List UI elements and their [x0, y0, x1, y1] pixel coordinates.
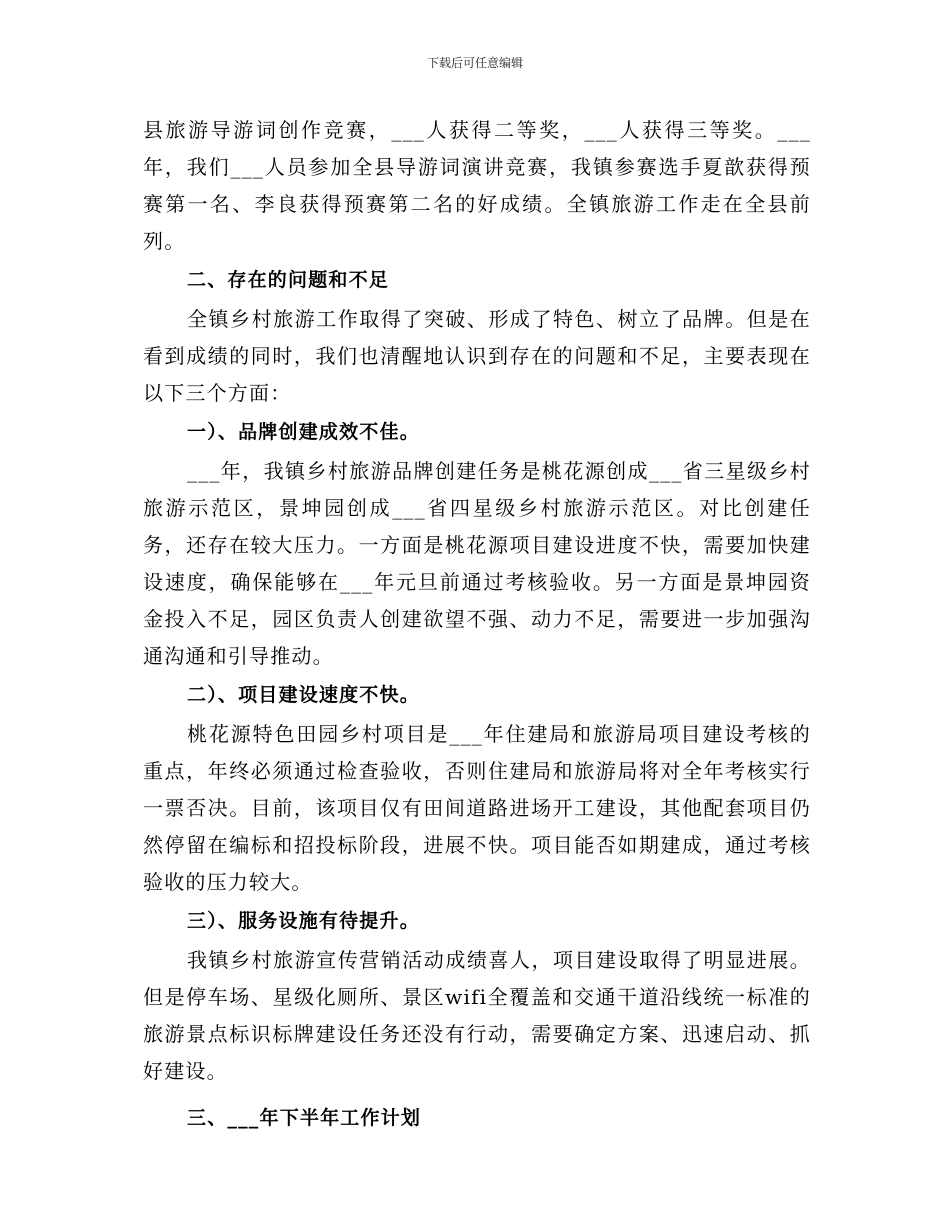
section-heading-plan: 三、___年下半年工作计划 [187, 1107, 422, 1129]
section-heading-problems: 二、存在的问题和不足 [187, 269, 390, 291]
document-body [143, 112, 811, 1139]
subheading-brand: 一）、品牌创建成效不佳。 [187, 421, 420, 443]
paragraph-service-facilities: 我镇乡村旅游宣传营销活动成绩喜人，项目建设取得了明显进展。但是停车场、星级化厕所、景区wifi全覆盖和交通干道沿线统一标准的旅游景点标识标牌建设任务还没有行动，需要确定方案、迅速启动、抓好建设。 [143, 948, 811, 1083]
page-header: 下载后可任意编辑 [426, 56, 523, 70]
paragraph-problems-intro: 全镇乡村旅游工作取得了突破、形成了特色、树立了品牌。但是在看到成绩的同时，我们也清醒地认识到存在的问题和不足，主要表现在以下三个方面： [143, 307, 811, 405]
paragraph-brand: ___年，我镇乡村旅游品牌创建任务是桃花源创成___省三星级乡村旅游示范区，景坤园创成___省四星级乡村旅游示范区。对比创建任务，还存在较大压力。一方面是桃花源项目建设进度不快，需要加快建设速度，确保能够在___年元旦前通过考核验收。另一方面是景坤园资金投入不足，园区负责人创建欲望不强、动力不足，需要进一步加强沟通沟通和引导推动。 [143, 459, 811, 668]
paragraph-project-speed: 桃花源特色田园乡村项目是___年住建局和旅游局项目建设考核的重点，年终必须通过检查验收，否则住建局和旅游局将对全年考核实行一票否决。目前，该项目仅有田间道路进场开工建设，其他配套项目仍然停留在编标和招投标阶段，进展不快。项目能否如期建成，通过考核验收的压力较大。 [143, 722, 811, 894]
subheading-service-facilities: 三）、服务设施有待提升。 [187, 910, 420, 932]
subheading-project-speed: 二）、项目建设速度不快。 [187, 684, 420, 706]
paragraph-awards: 县旅游导游词创作竞赛，___人获得二等奖，___人获得三等奖。___年，我们___人员参加全县导游词演讲竞赛，我镇参赛选手夏歆获得预赛第一名、李良获得预赛第二名的好成绩。全镇旅游工作走在全县前列。 [143, 118, 811, 253]
